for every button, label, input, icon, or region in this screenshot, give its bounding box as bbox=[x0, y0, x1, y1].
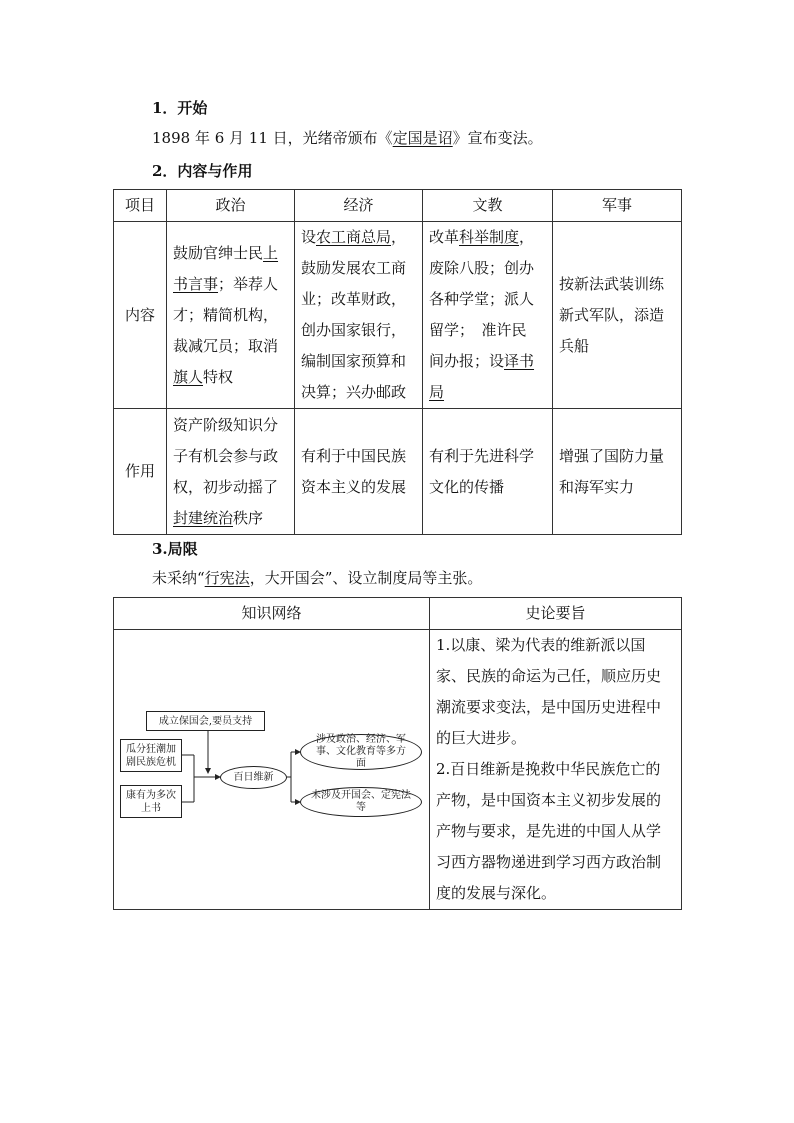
header-education: 文教 bbox=[423, 190, 553, 222]
table-row-content bbox=[114, 222, 682, 409]
text-run: 裁减冗员；取消 bbox=[173, 336, 279, 355]
text-run: 权，初步动摇了 bbox=[173, 477, 279, 496]
box-baoguohui: 成立保国会,要员支持 bbox=[146, 711, 265, 731]
text-run: ， bbox=[391, 228, 407, 246]
text-run: 编制国家预算和 bbox=[301, 352, 407, 370]
text-run: 改革 bbox=[429, 228, 460, 246]
military-effect bbox=[553, 409, 682, 535]
underlined-term: 封建统治 bbox=[173, 508, 234, 527]
text-run: ， bbox=[519, 228, 535, 246]
underlined-term: 书言事 bbox=[173, 274, 219, 293]
knowledge-network-cell bbox=[114, 630, 430, 910]
network-diagram bbox=[114, 630, 430, 909]
section1-text-pre: 1898 年 6 月 11 日，光绪帝颁布《 bbox=[152, 129, 393, 147]
history-point-1: 1.以康、梁为代表的维新派以国家、民族的命运为己任，顺应历史潮流要求变法，是中国历史进程中的巨大进步。 bbox=[436, 636, 662, 747]
text-run: 按新法武装训练 bbox=[559, 274, 665, 293]
oval-not-covered: 未涉及开国会、定宪法等 bbox=[300, 787, 422, 817]
section3-text bbox=[152, 567, 482, 588]
section3-heading: 3.局限 bbox=[152, 540, 198, 558]
economy-content bbox=[295, 222, 423, 409]
text-run: ；举荐人 bbox=[218, 274, 279, 293]
box-partition-crisis: 瓜分狂潮加剧民族危机 bbox=[120, 739, 182, 772]
text-run: 特权 bbox=[203, 367, 234, 386]
oval-hundred-days: 百日维新 bbox=[220, 766, 287, 789]
header-military: 军事 bbox=[553, 190, 682, 222]
text-run: 资产阶级知识分 bbox=[173, 415, 279, 434]
header-history-points: 史论要旨 bbox=[430, 598, 682, 630]
section3-text-post: ，大开国会”、设立制度局等主张。 bbox=[249, 569, 483, 587]
politics-content bbox=[167, 222, 295, 409]
header-politics: 政治 bbox=[167, 190, 295, 222]
table-row-effect bbox=[114, 409, 682, 535]
underlined-term: 上 bbox=[263, 243, 279, 262]
history-point-2: 2.百日维新是挽救中华民族危亡的产物，是中国资本主义初步发展的产物与要求，是先进的中国人从学习西方器物递进到学习西方政治制度的发展与深化。 bbox=[436, 760, 662, 902]
box-kang-youwei: 康有为多次上书 bbox=[120, 785, 182, 818]
constitution-term: 行宪法 bbox=[204, 569, 250, 587]
underlined-term: 局 bbox=[429, 383, 445, 401]
section1-heading: 1．开始 bbox=[152, 99, 208, 117]
section2-heading: 2．内容与作用 bbox=[152, 162, 253, 180]
politics-effect bbox=[167, 409, 295, 535]
text-run: 各种学堂；派人 bbox=[429, 290, 535, 308]
row-label-effect: 作用 bbox=[114, 409, 167, 535]
edict-name: 定国是诏 bbox=[392, 129, 453, 147]
text-run: 鼓励发展农工商 bbox=[301, 259, 407, 277]
military-content bbox=[553, 222, 682, 409]
text-run: 秩序 bbox=[233, 508, 264, 527]
text-run: 创办国家银行， bbox=[301, 321, 407, 339]
text-run: 增强了国防力量 bbox=[559, 446, 665, 465]
history-points-cell bbox=[430, 630, 682, 910]
text-run: 废除八股；创办 bbox=[429, 259, 535, 277]
reform-table bbox=[113, 189, 682, 535]
text-run: 鼓励官绅士民 bbox=[173, 243, 264, 262]
text-run: 资本主义的发展 bbox=[301, 477, 407, 496]
header-economy: 经济 bbox=[295, 190, 423, 222]
underlined-term: 科举制度 bbox=[459, 228, 520, 246]
header-item: 项目 bbox=[114, 190, 167, 222]
text-run: 兵船 bbox=[559, 336, 590, 355]
section1-text-post: 》宣布变法。 bbox=[452, 129, 543, 147]
text-run: 和海军实力 bbox=[559, 477, 635, 496]
text-run: 留学； 准许民 bbox=[429, 321, 527, 339]
underlined-term: 农工商总局 bbox=[316, 228, 392, 246]
text-run: 设 bbox=[301, 228, 317, 246]
summary-table bbox=[113, 597, 682, 910]
text-run: 业；改革财政， bbox=[301, 290, 407, 308]
underlined-term: 译书 bbox=[504, 352, 535, 370]
text-run: 才；精简机构， bbox=[173, 305, 279, 324]
text-run: 文化的传播 bbox=[429, 477, 505, 496]
economy-effect bbox=[295, 409, 423, 535]
section1-text bbox=[152, 127, 543, 148]
summary-body-row bbox=[114, 630, 682, 910]
section3-text-pre: 未采纳“ bbox=[152, 569, 205, 587]
row-label-content: 内容 bbox=[114, 222, 167, 409]
text-run: 决算；兴办邮政 bbox=[301, 383, 407, 401]
text-run: 有利于中国民族 bbox=[301, 446, 407, 465]
header-knowledge-network: 知识网络 bbox=[114, 598, 430, 630]
education-effect bbox=[423, 409, 553, 535]
education-content bbox=[423, 222, 553, 409]
text-run: 间办报；设 bbox=[429, 352, 505, 370]
summary-header-row bbox=[114, 598, 682, 630]
oval-covered-areas: 涉及政治、经济、军事、文化教育等多方面 bbox=[300, 734, 422, 770]
underlined-term: 旗人 bbox=[173, 367, 204, 386]
text-run: 子有机会参与政 bbox=[173, 446, 279, 465]
text-run: 有利于先进科学 bbox=[429, 446, 535, 465]
table-header-row bbox=[114, 190, 682, 222]
text-run: 新式军队，添造 bbox=[559, 305, 665, 324]
